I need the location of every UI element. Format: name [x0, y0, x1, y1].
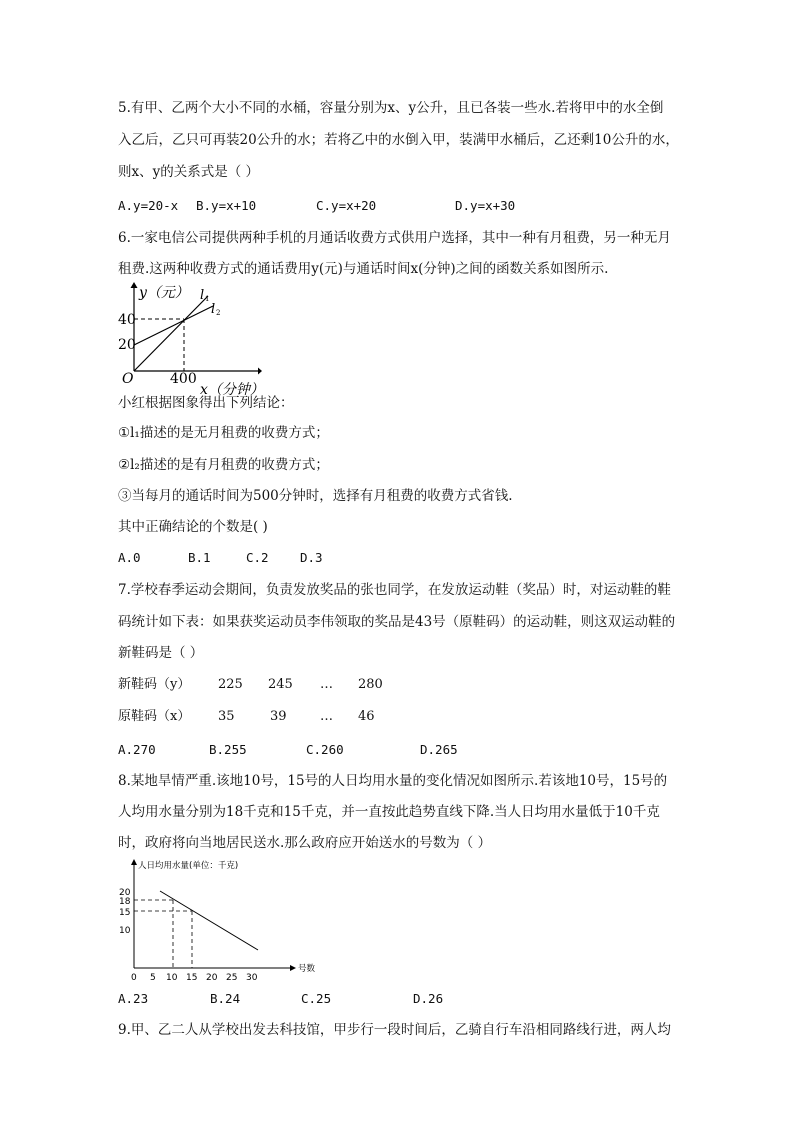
q8-x-title: 号数	[298, 964, 316, 974]
q6-option-b: B.1	[188, 550, 211, 565]
q7-table-r1-c4: 280	[358, 677, 383, 692]
q5-option-c: C.y=x+20	[316, 198, 377, 213]
q6-option-d: D.3	[300, 550, 323, 565]
q6-line-l2	[134, 306, 213, 345]
q6-y-label: y（元）	[139, 285, 189, 301]
q7-table-r1-label: 新鞋码（y）	[118, 677, 191, 692]
q6-l2-label: l	[211, 302, 216, 317]
q6-line-2: 租费.这两种收费方式的通话费用y(元)与通话时间x(分钟)之间的函数关系如图所示.	[118, 261, 609, 277]
q7-line-1: 7.学校春季运动会期间，负责发放奖品的张也同学，在发放运动鞋（奖品）时，对运动鞋的鞋	[118, 582, 671, 598]
q7-option-b: B.255	[209, 742, 247, 757]
q7-option-d: D.265	[420, 742, 458, 757]
q8-y-tick-10: 10	[119, 926, 131, 936]
q7-table-r2-c2: 39	[270, 709, 287, 724]
q7-line-2: 码统计如下表：如果获奖运动员李伟领取的奖品是43号（原鞋码）的运动鞋，则这双运动鞋的	[118, 614, 676, 630]
q6-option-a: A.0	[118, 550, 141, 565]
q8-y-tick-15: 15	[119, 908, 131, 918]
q5-line-1: 5.有甲、乙两个大小不同的水桶，容量分别为x、y公升，且已各装一些水.若将甲中的水全倒	[118, 100, 664, 116]
q8-x-tick-25: 25	[226, 973, 238, 983]
q7-option-c: C.260	[306, 742, 344, 757]
q7-option-a: A.270	[118, 742, 156, 757]
q6-line-4: 其中正确结论的个数是( )	[118, 519, 268, 535]
q7-table-r2-label: 原鞋码（x）	[118, 709, 191, 724]
q6-graph	[112, 282, 264, 398]
q5-line-2: 入乙后，乙只可再装20公升的水；若将乙中的水倒入甲，装满甲水桶后，乙还剩10公升的水，	[118, 132, 679, 148]
q6-l1-sub: 1	[205, 295, 210, 303]
q6-x-label: x（分钟）	[200, 382, 264, 398]
q6-x-tick-400: 400	[170, 371, 197, 387]
q7-line-3: 新鞋码是（ ）	[118, 645, 204, 661]
q9-line-1: 9.甲、乙二人从学校出发去科技馆，甲步行一段时间后，乙骑自行车沿相同路线行进，两人均	[118, 1022, 671, 1038]
q8-y-title: 人日均用水量(单位：千克)	[138, 861, 239, 871]
q8-y-tick-20: 20	[119, 888, 131, 898]
q6-y-tick-40: 40	[118, 312, 136, 328]
q7-table-r2-c1: 35	[218, 709, 235, 724]
q8-x-arrow	[290, 965, 296, 971]
q8-line-3: 时，政府将向当地居民送水.那么政府应开始送水的号数为（ ）	[118, 835, 492, 851]
q6-line-1: 6.一家电信公司提供两种手机的月通话收费方式供用户选择，其中一种有月租费，另一种无月	[118, 230, 671, 246]
q7-table-r1-c1: 225	[218, 677, 243, 692]
q6-conclusion-2: ②l₂描述的是有月租费的收费方式；	[118, 457, 329, 473]
q6-x-arrow	[258, 368, 262, 375]
q8-option-d: D.26	[413, 991, 444, 1006]
q6-y-tick-20: 20	[118, 337, 136, 353]
q6-option-c: C.2	[246, 550, 269, 565]
q8-option-c: C.25	[301, 991, 332, 1006]
q5-line-3: 则x、y的关系式是（ ）	[118, 164, 260, 180]
q8-x-tick-5: 5	[150, 973, 156, 983]
q8-line-1: 8.某地旱情严重.该地10号，15号的人日均用水量的变化情况如图所示.若该地10号，15号的	[118, 773, 668, 789]
q8-line-2: 人均用水量分别为18千克和15千克，并一直按此趋势直线下降.当人日均用水量低于10千克	[118, 804, 660, 820]
q5-option-a: A.y=20-x	[118, 198, 179, 213]
q8-x-tick-15: 15	[186, 973, 198, 983]
q8-x-tick-0: 0	[131, 973, 137, 983]
q8-y-tick-18: 18	[119, 897, 131, 907]
q8-x-tick-30: 30	[246, 973, 258, 983]
q7-table-r1-c3: …	[320, 677, 333, 692]
q7-table-r1-c2: 245	[268, 677, 293, 692]
q5-option-d: D.y=x+30	[455, 198, 516, 213]
q8-option-a: A.23	[118, 991, 149, 1006]
q8-trend-line	[160, 891, 258, 950]
q7-table-r2-c3: …	[320, 709, 333, 724]
q6-line-3: 小红根据图象得出下列结论：	[118, 395, 294, 411]
q8-graph	[114, 856, 324, 986]
q8-x-tick-10: 10	[166, 973, 178, 983]
q6-l2-sub: 2	[216, 309, 221, 317]
q6-l1-label: l	[200, 288, 205, 303]
q6-origin: O	[122, 371, 134, 387]
q6-line-l1	[134, 296, 208, 371]
q6-conclusion-1: ①l₁描述的是无月租费的收费方式；	[118, 425, 329, 441]
q8-x-tick-20: 20	[206, 973, 218, 983]
q8-option-b: B.24	[210, 991, 241, 1006]
q6-conclusion-3: ③当每月的通话时间为500分钟时，选择有月租费的收费方式省钱.	[118, 488, 513, 504]
q5-option-b: B.y=x+10	[196, 198, 257, 213]
q6-y-arrow	[131, 282, 138, 288]
q7-table-r2-c4: 46	[358, 709, 375, 724]
q8-y-arrow	[131, 859, 137, 865]
